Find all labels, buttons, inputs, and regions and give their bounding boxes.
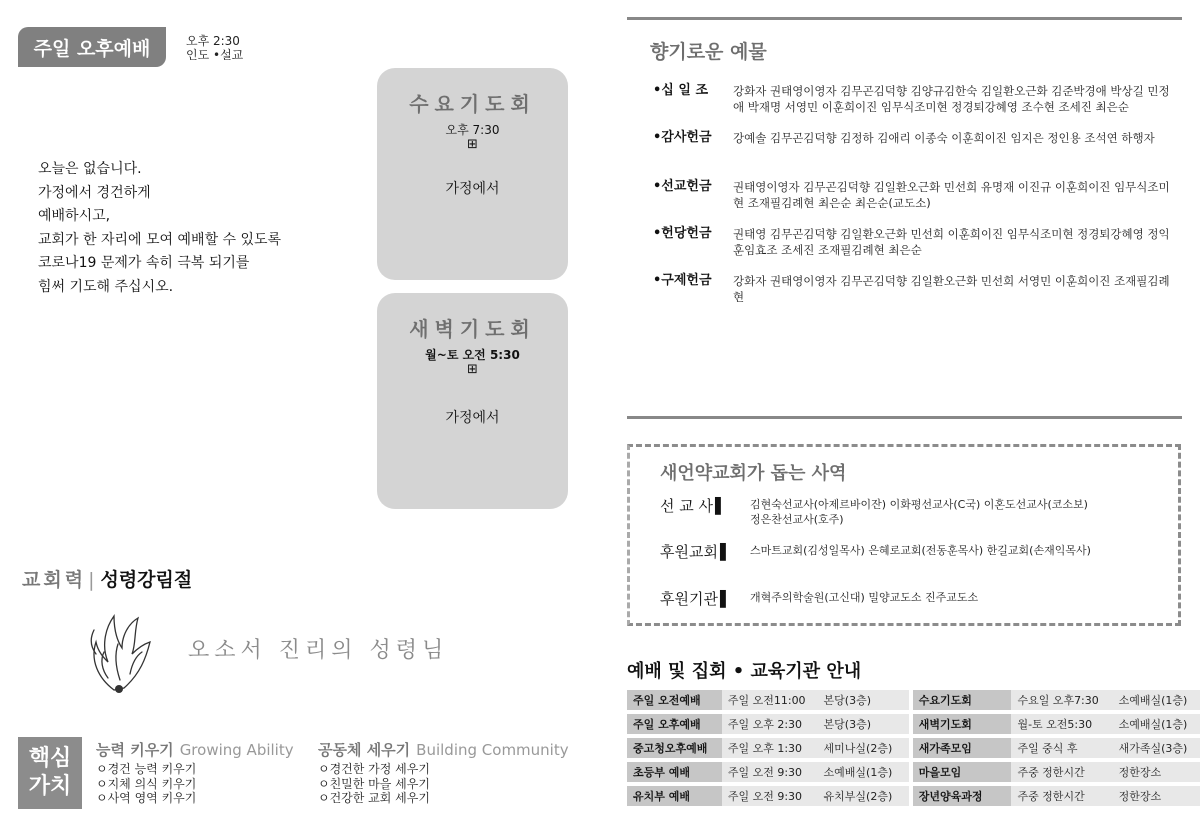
ministry-pipe: ▌ bbox=[715, 497, 727, 515]
schedule-program: 유치부 예배 bbox=[627, 786, 722, 806]
offering-row bbox=[653, 226, 1179, 258]
schedule-cell: 본당(3층) bbox=[818, 690, 909, 710]
core-value-title-en: Growing Ability bbox=[179, 741, 294, 759]
offering-label: •구제헌금 bbox=[653, 273, 712, 288]
schedule-cell: 수요일 오후7:30 bbox=[1011, 690, 1112, 710]
section-rule bbox=[627, 416, 1182, 419]
message-line: 코로나19 문제가 속히 극복 되기를 bbox=[38, 255, 250, 271]
core-value-title-en: Building Community bbox=[416, 741, 569, 759]
ministry-line: 김현숙선교사(아제르바이잔) 이화평선교사(C국) 이혼도선교사(코소보) bbox=[750, 498, 1088, 511]
afternoon-service-order: 인도 •설교 bbox=[186, 48, 244, 62]
ministry-row bbox=[660, 495, 1088, 527]
schedule-program: 주일 오전예배 bbox=[627, 690, 722, 710]
schedule-table bbox=[627, 686, 1200, 810]
offerings-title: 향기로운 예물 bbox=[650, 41, 767, 63]
offering-names: 강화자 권태영이영자 김무곤김덕향 김일환오근화 민선희 서영민 이훈희이진 조재필김례현 bbox=[733, 274, 1170, 304]
offering-row bbox=[653, 179, 1179, 211]
offering-row bbox=[653, 83, 1179, 115]
core-value-growing-ability bbox=[96, 740, 294, 806]
message-line: 가정에서 경건하게 bbox=[38, 184, 151, 201]
schedule-cell: 주일 중식 후 bbox=[1011, 738, 1112, 758]
holy-spirit-flame-icon bbox=[84, 608, 156, 694]
ministry-pipe: ▌ bbox=[719, 543, 732, 561]
schedule-row bbox=[627, 738, 1200, 758]
core-value-item: ㅇ사역 영역 키우기 bbox=[96, 791, 197, 805]
wednesday-prayer-title: 수요기도회 bbox=[409, 92, 536, 116]
schedule-cell: 주일 오전 9:30 bbox=[722, 786, 818, 806]
message-line: 오늘은 없습니다. bbox=[38, 161, 142, 177]
schedule-cell: 월-토 오전5:30 bbox=[1011, 714, 1112, 734]
schedule-cell: 주일 오전11:00 bbox=[722, 690, 818, 710]
offering-label: •십 일 조 bbox=[653, 83, 709, 98]
ministry-title: 새언약교회가 돕는 사역 bbox=[660, 463, 847, 484]
separator: | bbox=[88, 569, 95, 591]
schedule-cell: 유치부실(2층) bbox=[818, 786, 909, 806]
schedule-row bbox=[627, 714, 1200, 734]
core-value-title-ko: 공동체 세우기 bbox=[318, 741, 411, 759]
cross-icon: ⊞ bbox=[467, 137, 478, 152]
core-value-item: ㅇ경건 능력 키우기 bbox=[96, 762, 197, 776]
core-values-badge bbox=[18, 737, 82, 809]
dawn-prayer-place: 가정에서 bbox=[445, 410, 500, 426]
ministry-row bbox=[660, 588, 978, 609]
offering-names: 권태영 김무곤김덕향 김일환오근화 민선희 이훈희이진 임무식조미현 정경퇴강혜영 정익훈임효조 조세진 조재필김례현 최은순 bbox=[733, 227, 1170, 257]
schedule-cell: 소예배실(1층) bbox=[818, 762, 909, 782]
core-value-item: ㅇ건강한 교회 세우기 bbox=[318, 791, 430, 805]
core-value-item: ㅇ친밀한 마을 세우기 bbox=[318, 776, 430, 791]
schedule-program: 중고청오후예배 bbox=[627, 738, 722, 758]
offering-label: •헌당헌금 bbox=[653, 226, 712, 241]
schedule-cell: 소예배실(1층) bbox=[1113, 690, 1200, 710]
afternoon-service-time: 오후 2:30 bbox=[186, 34, 240, 48]
schedule-program: 장년양육과정 bbox=[909, 786, 1012, 806]
afternoon-service-info bbox=[186, 34, 243, 62]
dawn-prayer-box bbox=[377, 293, 568, 509]
afternoon-service-badge: 주일 오후예배 bbox=[18, 27, 166, 67]
schedule-row bbox=[627, 762, 1200, 782]
offering-row bbox=[653, 273, 1179, 305]
schedule-cell: 주중 정한시간 bbox=[1011, 762, 1112, 782]
schedule-cell: 주일 오후 2:30 bbox=[722, 714, 818, 734]
offering-label: •감사헌금 bbox=[653, 130, 712, 145]
schedule-row bbox=[627, 786, 1200, 806]
church-calendar-label: 교회력 bbox=[22, 569, 87, 591]
schedule-title: 예배 및 집회 • 교육기관 안내 bbox=[627, 661, 862, 682]
ministry-line: 정은찬선교사(호주) bbox=[750, 513, 844, 526]
schedule-program: 수요기도회 bbox=[909, 690, 1012, 710]
offering-label: •선교헌금 bbox=[653, 179, 712, 194]
schedule-row bbox=[627, 690, 1200, 710]
ministry-label: 선 교 사 bbox=[660, 497, 714, 515]
ministry-row bbox=[660, 541, 1091, 562]
dawn-prayer-time: 월~토 오전 5:30 bbox=[425, 348, 520, 362]
cross-icon: ⊞ bbox=[467, 362, 478, 377]
church-calendar-heading bbox=[22, 565, 192, 592]
core-value-building-community bbox=[318, 740, 569, 806]
schedule-program: 초등부 예배 bbox=[627, 762, 722, 782]
ministry-line: 개혁주의학술원(고신대) 밀양교도소 진주교도소 bbox=[750, 591, 979, 604]
message-line: 예배하시고, bbox=[38, 208, 111, 224]
core-values-badge-line: 핵심 bbox=[28, 746, 72, 771]
schedule-cell: 소예배실(1층) bbox=[1113, 714, 1200, 734]
message-line: 교회가 한 자리에 모여 예배할 수 있도록 bbox=[38, 231, 282, 248]
message-line: 힘써 기도해 주십시오. bbox=[38, 278, 174, 295]
top-rule bbox=[627, 17, 1182, 20]
offering-names: 강화자 권태영이영자 김무곤김덕향 김양규김한숙 김일환오근화 김준박경애 박상길 민정애 박재명 서영민 이훈희이진 임무식조미현 정경퇴강혜영 조수현 조세진 최은순 bbox=[733, 84, 1170, 114]
offering-names: 권태영이영자 김무곤김덕향 김일환오근화 민선희 유명재 이진규 이훈희이진 임무식조미현 조재필김례현 최은순 최은순(교도소) bbox=[733, 180, 1170, 210]
schedule-cell: 정한장소 bbox=[1113, 762, 1200, 782]
schedule-cell: 정한장소 bbox=[1113, 786, 1200, 806]
schedule-cell: 세미나실(2층) bbox=[818, 738, 909, 758]
wednesday-prayer-place: 가정에서 bbox=[445, 181, 500, 197]
core-values-badge-line: 가치 bbox=[28, 774, 72, 799]
schedule-cell: 새가족실(3층) bbox=[1113, 738, 1200, 758]
church-season: 성령강림절 bbox=[100, 569, 193, 591]
core-value-item: ㅇ지체 의식 키우기 bbox=[96, 776, 197, 791]
slogan: 오소서 진리의 성령님 bbox=[188, 638, 449, 663]
core-value-title-ko: 능력 키우기 bbox=[96, 741, 174, 759]
offering-row bbox=[653, 130, 1179, 146]
schedule-program: 새가족모임 bbox=[909, 738, 1012, 758]
schedule-program: 주일 오후예배 bbox=[627, 714, 722, 734]
schedule-cell: 주일 오후 1:30 bbox=[722, 738, 818, 758]
core-value-item: ㅇ경건한 가정 세우기 bbox=[318, 762, 430, 776]
ministry-label: 후원교회 bbox=[660, 543, 718, 561]
schedule-cell: 주일 오전 9:30 bbox=[722, 762, 818, 782]
wednesday-prayer-box bbox=[377, 68, 568, 280]
ministry-pipe: ▌ bbox=[719, 590, 732, 608]
dawn-prayer-title: 새벽기도회 bbox=[409, 317, 536, 341]
schedule-cell: 주중 정한시간 bbox=[1011, 786, 1112, 806]
ministry-label: 후원기관 bbox=[660, 590, 718, 608]
ministry-line: 스마트교회(김성일목사) 은혜로교회(전동훈목사) 한길교회(손재익목사) bbox=[750, 544, 1091, 557]
schedule-cell: 본당(3층) bbox=[818, 714, 909, 734]
wednesday-prayer-time: 오후 7:30 bbox=[445, 123, 500, 137]
schedule-program: 마을모임 bbox=[909, 762, 1012, 782]
offering-names: 강예솔 김무곤김덕향 김정하 김애리 이종숙 이훈희이진 임지은 정인용 조석연 하행자 bbox=[733, 131, 1155, 145]
schedule-program: 새벽기도회 bbox=[909, 714, 1012, 734]
cancellation-message bbox=[38, 158, 281, 299]
